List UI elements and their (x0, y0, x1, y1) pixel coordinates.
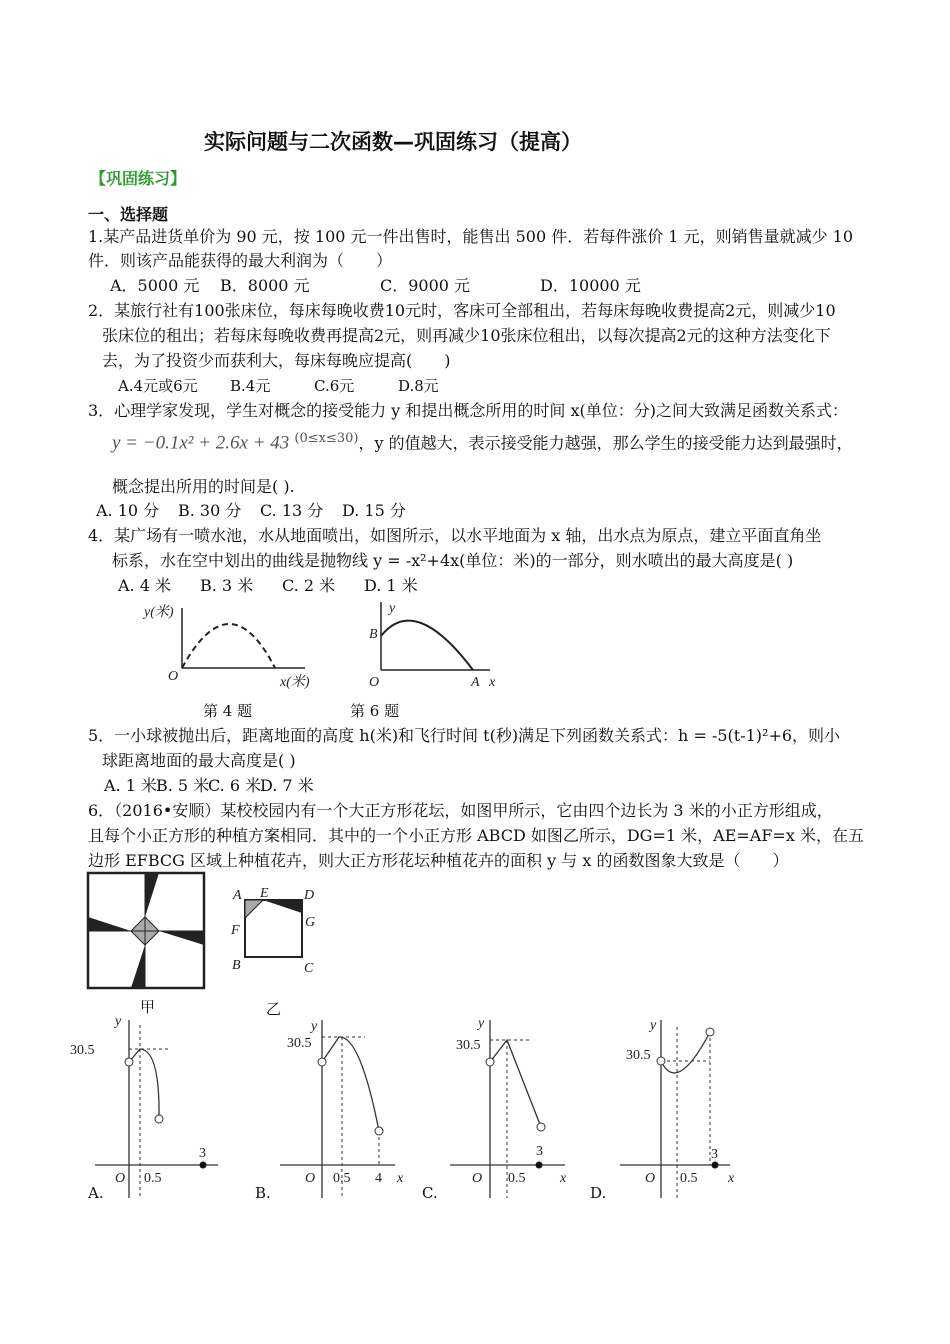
domain: (0≤x≤30) (294, 431, 359, 446)
option: C. 13 分 (260, 501, 324, 520)
q5-text: 球距离地面的最大高度是( ) (102, 751, 296, 770)
option: C．9000 元 (380, 276, 471, 295)
option: B. 3 米 (200, 576, 254, 595)
point-b: B (369, 627, 378, 642)
option: C. 6 米 (208, 776, 262, 795)
point-a: A (471, 675, 480, 690)
q2-text: 张床位的租出；若每床每晚收费再提高2元，则再减少10张床位租出，以每次提高2元的这种方法变化下 (102, 326, 831, 345)
tick-30-5: 30.5 (287, 1036, 312, 1051)
tick-0-5: 0.5 (680, 1171, 698, 1186)
label-b: B (232, 958, 241, 973)
y-axis-label: y (389, 601, 396, 616)
q2-options (118, 375, 439, 397)
option: C. 2 米 (282, 576, 336, 595)
option: A．5000 元 (110, 276, 200, 295)
q3-text: 概念提出所用的时间是( ). (112, 477, 295, 496)
q5-text: 5．一小球被抛出后，距离地面的高度 h(米)和飞行时间 t(秒)满足下列函数关系式：h = -5(t-1)²+6，则小 (88, 726, 841, 745)
figure-q6 (365, 598, 505, 693)
option-d-label: D. (590, 1184, 607, 1202)
caption-jia: 甲 (140, 998, 156, 1016)
option: B.4元 (230, 377, 271, 395)
q1-options (110, 275, 641, 297)
origin-label: O (369, 675, 380, 690)
q1-text: 件．则该产品能获得的最大利润为（ ） (88, 251, 393, 270)
caption-fig6: 第 6 题 (350, 702, 400, 720)
q3-text: ，y 的值越大，表示接受能力越强，那么学生的接受能力达到最强时， (358, 433, 853, 453)
option: B. 30 分 (178, 501, 242, 520)
q6-text: 6．（2016•安顺）某校校园内有一个大正方形花坛，如图甲所示，它由四个边长为 3 米的小正方形组成， (88, 801, 833, 820)
option: D. 1 米 (364, 576, 418, 595)
tick-4: 4 (375, 1171, 382, 1186)
origin: O (472, 1171, 483, 1186)
option: A. 4 米 (118, 576, 171, 595)
origin: O (305, 1171, 316, 1186)
origin: O (645, 1171, 656, 1186)
caption-fig4: 第 4 题 (203, 702, 253, 720)
origin-label: O (168, 669, 179, 684)
figure-yi (228, 885, 328, 980)
section-label: 【巩固练习】 (90, 169, 187, 188)
tick-3: 3 (199, 1146, 206, 1161)
origin: O (115, 1171, 126, 1186)
tick-0-5: 0.5 (508, 1171, 526, 1186)
option-a-label: A. (88, 1184, 104, 1202)
y-label: y (115, 1014, 122, 1029)
option: C.6元 (314, 377, 355, 395)
label-d: D (304, 888, 315, 903)
q4-options (118, 575, 418, 597)
graph-option-d (620, 1015, 750, 1200)
option-b-label: B. (255, 1184, 271, 1202)
tick-30-5: 30.5 (456, 1038, 481, 1053)
q4-text: 标系，水在空中划出的曲线是抛物线 y = -x²+4x(单位：米)的一部分，则水喷出的最大高度是( ) (112, 551, 794, 570)
figure-jia (87, 872, 207, 990)
section-heading: 一、选择题 (88, 205, 169, 224)
q5-options (104, 775, 314, 797)
y-label: y (478, 1016, 485, 1031)
label-e: E (260, 886, 269, 901)
q6-text: 且每个小正方形的种植方案相同．其中的一个小正方形 ABCD 如图乙所示，DG=1 米，AE=AF=x 米，在五 (88, 826, 864, 845)
label-a: A (233, 888, 242, 903)
option: A. 1 米 (104, 776, 157, 795)
tick-0-5: 0.5 (333, 1171, 351, 1186)
x-axis-label: x (489, 675, 496, 690)
tick-30-5: 30.5 (70, 1043, 95, 1058)
q6-text: 边形 EFBCG 区域上种植花卉，则大正方形花坛种植花卉的面积 y 与 x 的函数图象大致是（ ） (88, 851, 789, 870)
graph-option-b (265, 1015, 415, 1200)
label-g: G (305, 915, 316, 930)
x-label: x (560, 1171, 567, 1186)
y-label: y (311, 1019, 318, 1034)
option: D. 15 分 (342, 501, 406, 520)
q3-text: 3．心理学家发现，学生对概念的接受能力 y 和提出概念所用的时间 x(单位：分)之间大致满足函数关系式： (88, 401, 848, 420)
option: B. 5 米 (156, 776, 210, 795)
x-label: x (397, 1171, 404, 1186)
tick-0-5: 0.5 (144, 1171, 162, 1186)
tick-30-5: 30.5 (626, 1048, 651, 1063)
y-axis-label: y(米) (144, 605, 174, 620)
caption-yi: 乙 (266, 1000, 282, 1018)
graph-option-a (70, 1014, 230, 1200)
y-label: y (650, 1018, 657, 1033)
option: D.8元 (398, 377, 439, 395)
label-f: F (231, 923, 240, 938)
option-c-label: C. (422, 1184, 438, 1202)
q3-formula-line (112, 428, 853, 454)
option: D. 7 米 (260, 776, 314, 795)
option: B．8000 元 (220, 276, 310, 295)
q1-text: 1.某产品进货单价为 90 元，按 100 元一件出售时，能售出 500 件．若每件涨价 1 元，则销售量就减少 10 (88, 227, 854, 246)
q3-options (96, 500, 406, 522)
x-label: x (728, 1171, 735, 1186)
q2-text: 2．某旅行社有100张床位，每床每晚收费10元时，客床可全部租出，若每床每晚收费提高2元，则减少10 (88, 301, 836, 320)
tick-3: 3 (711, 1147, 718, 1162)
option: A. 10 分 (96, 501, 160, 520)
figure-q4 (140, 600, 320, 695)
label-c: C (304, 961, 314, 976)
option: A.4元或6元 (118, 377, 198, 395)
graph-option-c (450, 1015, 580, 1200)
tick-3: 3 (536, 1144, 543, 1159)
page-title: 实际问题与二次函数—巩固练习（提高） (204, 130, 582, 154)
formula: y = −0.1x² + 2.6x + 43 (112, 432, 290, 454)
x-axis-label: x(米) (280, 675, 310, 690)
q4-text: 4．某广场有一喷水池，水从地面喷出，如图所示，以水平地面为 x 轴，出水点为原点，建立平面直角坐 (88, 526, 822, 545)
q2-text: 去，为了投资少而获利大，每床每晚应提高( ) (102, 351, 451, 370)
option: D．10000 元 (540, 276, 641, 295)
